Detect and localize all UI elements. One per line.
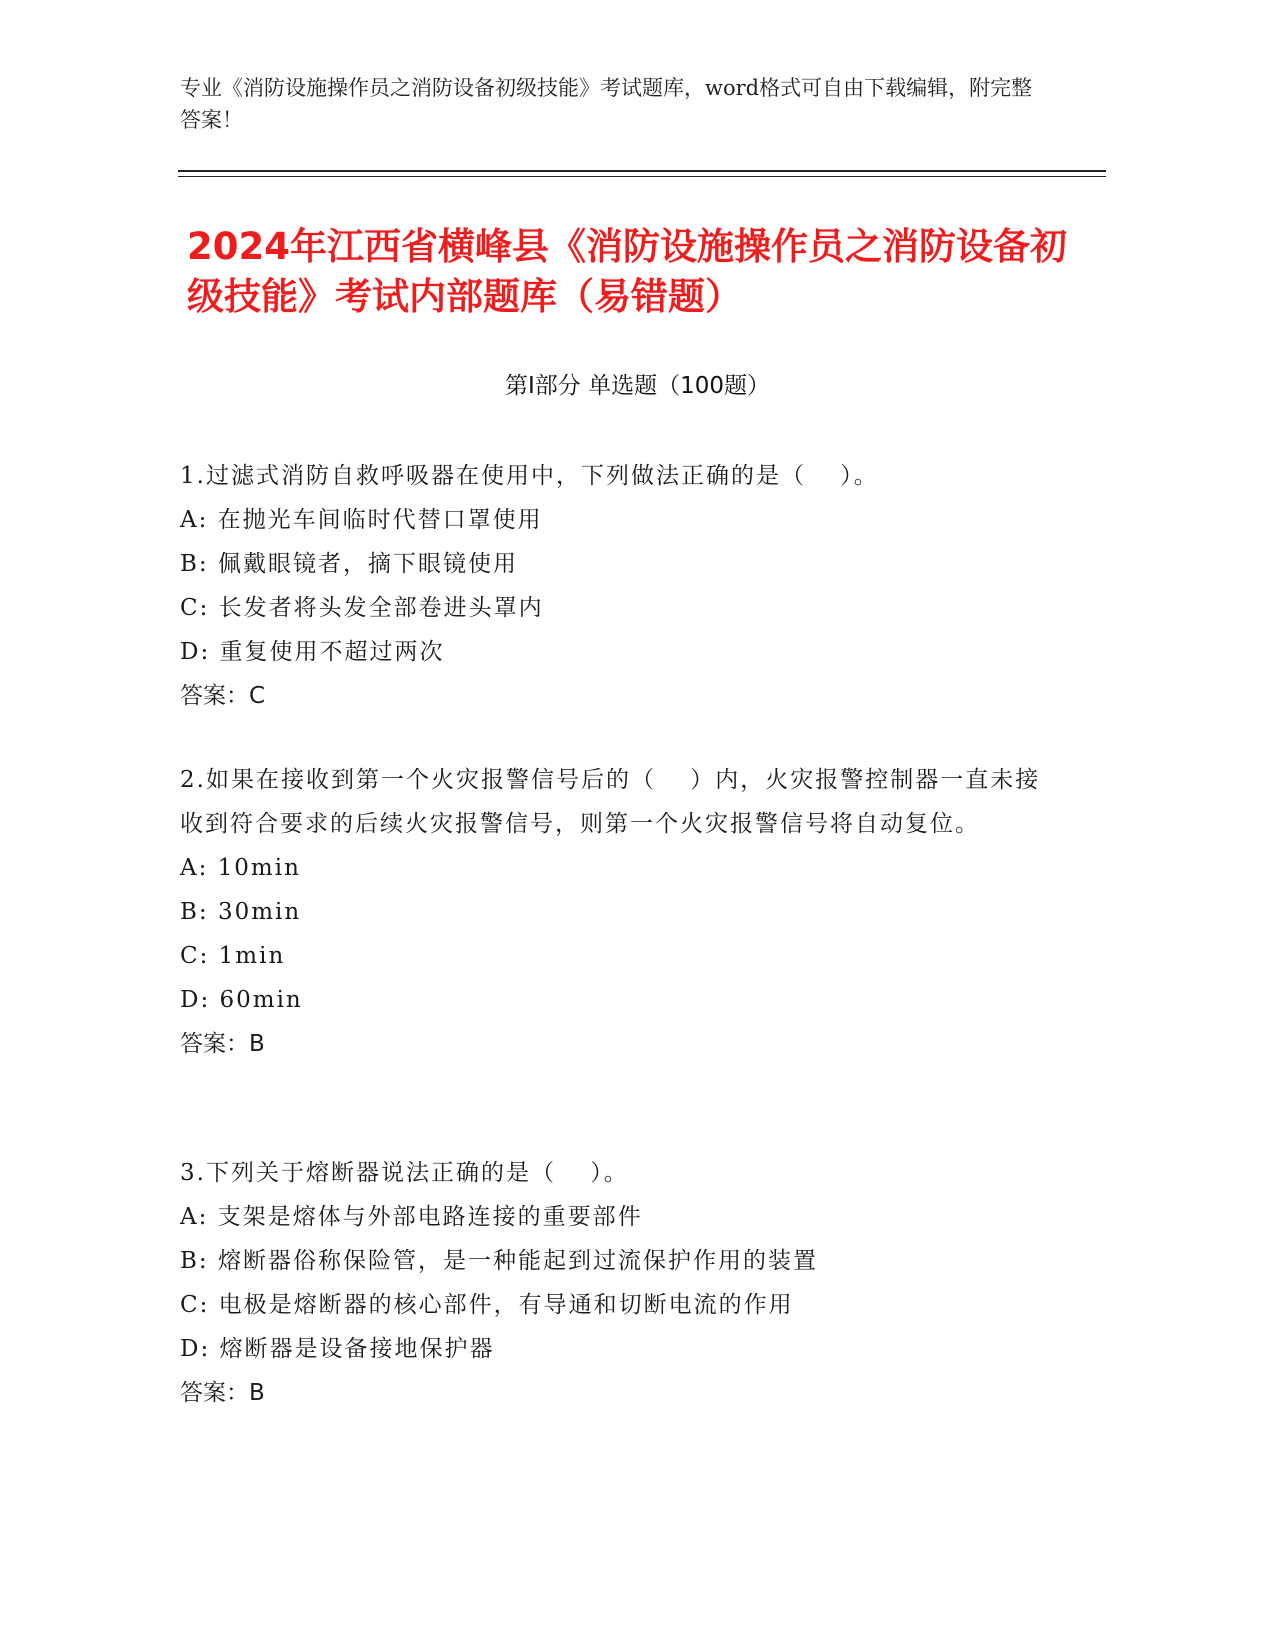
question-stem: 3.下列关于熔断器说法正确的是（ ）。 <box>180 1160 629 1186</box>
question-2 <box>180 758 1060 1066</box>
section-heading: 第Ⅰ部分 单选题（100题） <box>505 373 770 399</box>
question-stem: 2.如果在接收到第一个火灾报警信号后的（ ）内，火灾报警控制器一直未接收到符合要求的后续火灾报警信号，则第一个火灾报警信号将自动复位。 <box>180 767 1041 837</box>
header-divider-thick <box>178 170 1106 172</box>
answer: 答案：C <box>180 683 266 709</box>
option-c: C: 1min <box>180 943 286 969</box>
option-c: C: 电极是熔断器的核心部件，有导通和切断电流的作用 <box>180 1292 794 1318</box>
answer: 答案：B <box>180 1031 265 1057</box>
question-1 <box>180 454 1060 718</box>
document-title: 2024年江西省横峰县《消防设施操作员之消防设备初级技能》考试内部题库（易错题） <box>187 225 1067 318</box>
option-d: D: 重复使用不超过两次 <box>180 639 445 665</box>
option-a: A: 10min <box>180 855 301 881</box>
header-divider-thin <box>178 176 1106 177</box>
header-note: 专业《消防设施操作员之消防设备初级技能》考试题库，word格式可自由下载编辑，附完整答案！ <box>180 76 1033 132</box>
option-a: A: 在抛光车间临时代替口罩使用 <box>180 507 543 533</box>
question-3 <box>180 1151 1060 1415</box>
option-d: D: 60min <box>180 987 303 1013</box>
option-a: A: 支架是熔体与外部电路连接的重要部件 <box>180 1204 643 1230</box>
option-b: B: 佩戴眼镜者，摘下眼镜使用 <box>180 551 518 577</box>
answer: 答案：B <box>180 1380 265 1406</box>
option-b: B: 30min <box>180 899 302 925</box>
option-d: D: 熔断器是设备接地保护器 <box>180 1336 495 1362</box>
option-c: C: 长发者将头发全部卷进头罩内 <box>180 595 544 621</box>
question-stem: 1.过滤式消防自救呼吸器在使用中，下列做法正确的是（ ）。 <box>180 463 879 489</box>
option-b: B: 熔断器俗称保险管，是一种能起到过流保护作用的装置 <box>180 1248 818 1274</box>
